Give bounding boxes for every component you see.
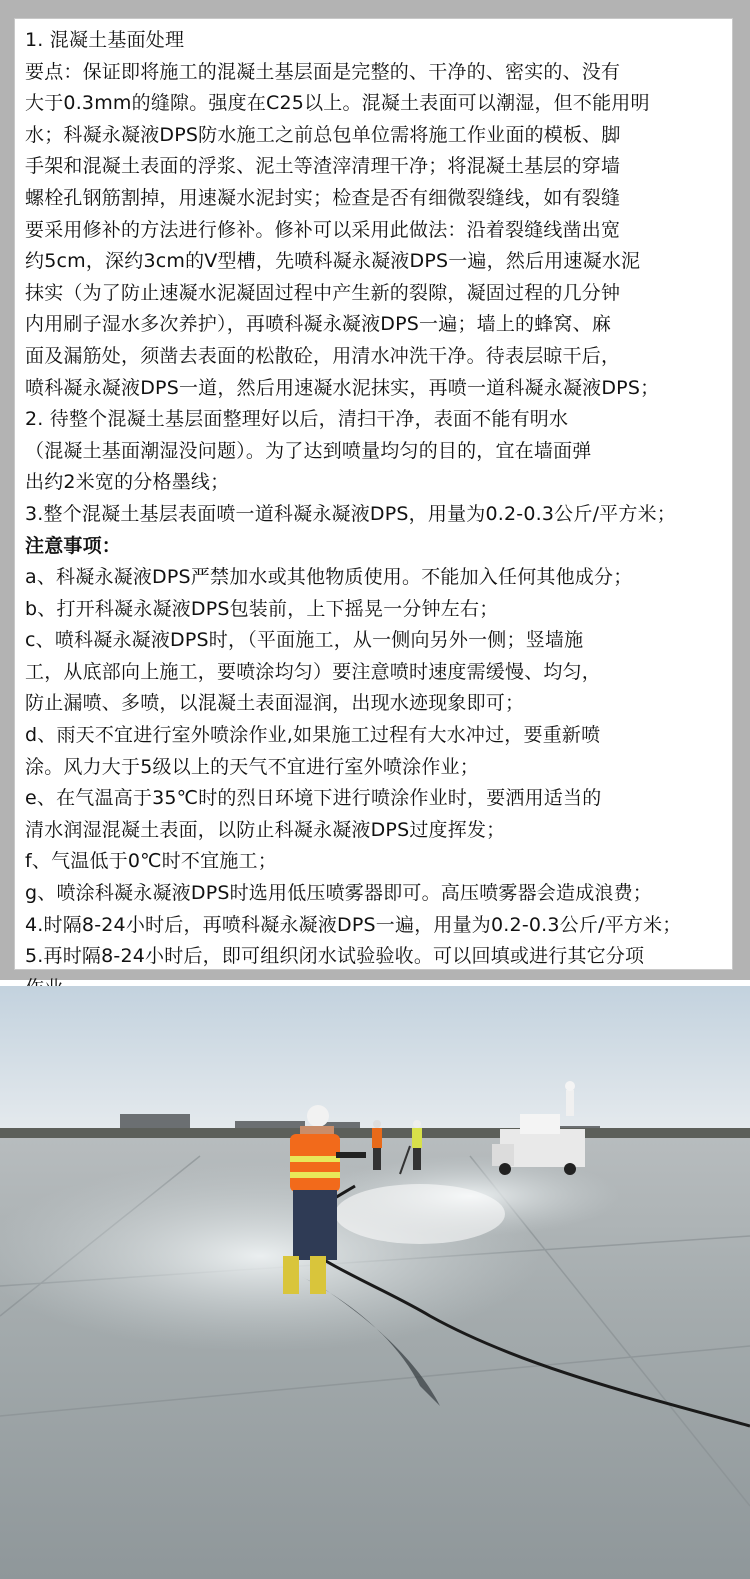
text-line: 出约2米宽的分格墨线； <box>25 471 230 494</box>
text-line: 防止漏喷、多喷，以混凝土表面湿润，出现水迹现象即可； <box>25 692 525 715</box>
text-line: 2. 待整个混凝土基层面整理好以后，清扫干净，表面不能有明水 <box>25 408 569 431</box>
section-heading: 注意事项： <box>25 534 122 557</box>
text-line: e、在气温高于35℃时的烈日环境下进行喷涂作业时，要洒用适当的 <box>25 787 602 810</box>
text-line: 抹实（为了防止速凝水泥凝固过程中产生新的裂隙，凝固过程的几分钟 <box>25 281 621 304</box>
text-line: 内用刷子湿水多次养护），再喷科凝永凝液DPS一遍；墙上的蜂窝、麻 <box>25 313 612 336</box>
instructions-text <box>25 25 729 1004</box>
text-line: （混凝土基面潮湿没问题）。为了达到喷量均匀的目的，宜在墙面弹 <box>25 439 592 462</box>
text-line: 螺栓孔钢筋割掉，用速凝水泥封实；检查是否有细微裂缝线，如有裂缝 <box>25 186 621 209</box>
construction-photo <box>0 986 750 1579</box>
text-line: g、喷涂科凝永凝液DPS时选用低压喷雾器即可。高压喷雾器会造成浪费； <box>25 882 653 905</box>
text-line: d、雨天不宜进行室外喷涂作业,如果施工过程有大水冲过，要重新喷 <box>25 724 601 747</box>
text-line: 水；科凝永凝液DPS防水施工之前总包单位需将施工作业面的模板、脚 <box>25 123 621 146</box>
text-line: 面及漏筋处，须凿去表面的松散砼，用清水冲洗干净。待表层晾干后， <box>25 344 621 367</box>
text-line: 工，从底部向上施工，要喷涂均匀）要注意喷时速度需缓慢、均匀， <box>25 660 602 683</box>
text-line: a、科凝永凝液DPS严禁加水或其他物质使用。不能加入任何其他成分； <box>25 566 633 589</box>
text-line: 手架和混凝土表面的浮浆、泥土等渣滓清理干净；将混凝土基层的穿墙 <box>25 155 621 178</box>
text-line: 大于0.3mm的缝隙。强度在C25以上。混凝土表面可以潮湿，但不能用明 <box>25 92 650 115</box>
text-line: 约5cm，深约3cm的V型槽，先喷科凝永凝液DPS一遍，然后用速凝水泥 <box>25 250 641 273</box>
text-line: 喷科凝永凝液DPS一道，然后用速凝水泥抹实，再喷一道科凝永凝液DPS； <box>25 376 660 399</box>
text-line: 要点：保证即将施工的混凝土基层面是完整的、干净的、密实的、没有 <box>25 60 621 83</box>
text-line: c、喷科凝永凝液DPS时，（平面施工，从一侧向另外一侧；竖墙施 <box>25 629 584 652</box>
text-line: 涂。风力大于5级以上的天气不宜进行室外喷涂作业； <box>25 755 479 778</box>
text-line: 5.再时隔8-24小时后，即可组织闭水试验验收。可以回填或进行其它分项 <box>25 945 645 968</box>
instructions-box <box>14 18 733 970</box>
text-line: b、打开科凝永凝液DPS包装前，上下摇晃一分钟左右； <box>25 597 499 620</box>
text-line: 要采用修补的方法进行修补。修补可以采用此做法：沿着裂缝线凿出宽 <box>25 218 621 241</box>
text-line: 1. 混凝土基面处理 <box>25 29 185 51</box>
text-line: 4.时隔8-24小时后，再喷科凝永凝液DPS一遍，用量为0.2-0.3公斤/平方米； <box>25 913 682 936</box>
text-line: f、气温低于0℃时不宜施工； <box>25 850 277 873</box>
spray-mist <box>335 1184 505 1244</box>
text-line: 清水润湿混凝土表面，以防止科凝永凝液DPS过度挥发； <box>25 818 506 841</box>
text-line: 3.整个混凝土基层表面喷一道科凝永凝液DPS，用量为0.2-0.3公斤/平方米； <box>25 502 676 525</box>
